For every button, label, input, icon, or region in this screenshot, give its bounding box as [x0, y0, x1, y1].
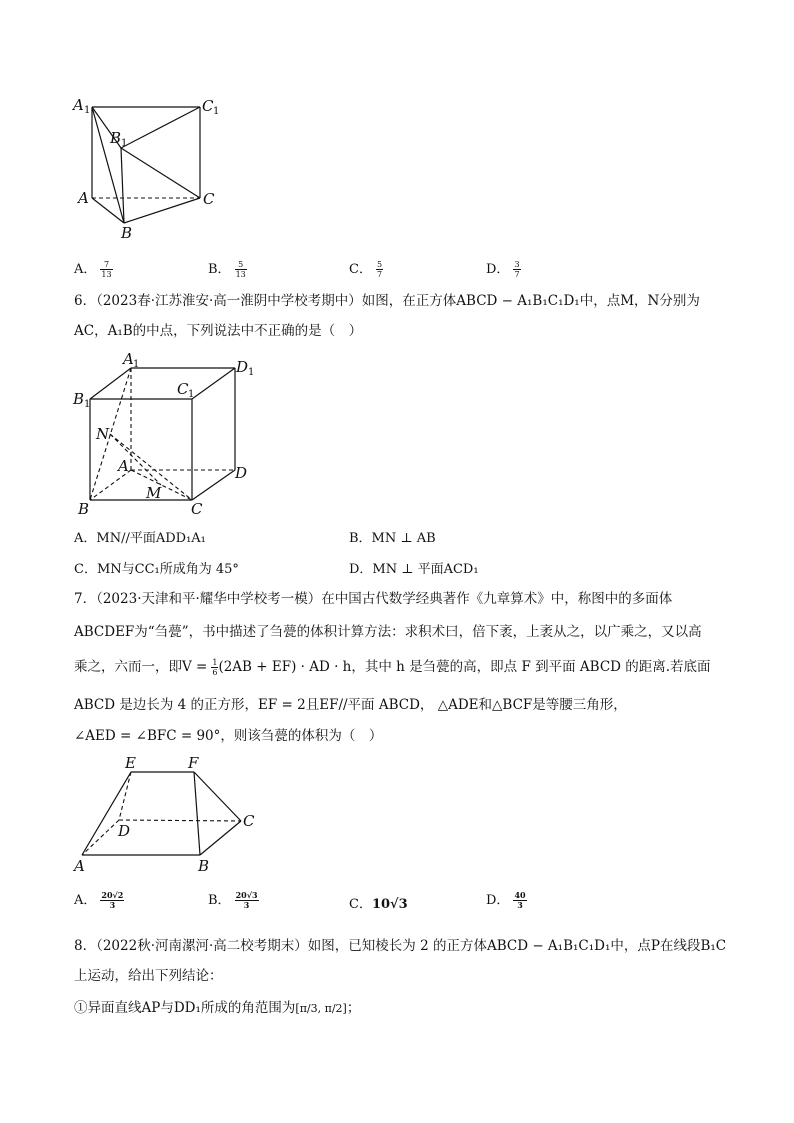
svg-text:1: 1 [84, 105, 91, 116]
svg-text:1: 1 [133, 359, 140, 370]
q5-option-b[interactable]: B． $\frac{5}{13}$ [208, 260, 246, 279]
q7-option-d[interactable]: D． $\frac{40}{3}$ [486, 890, 526, 910]
q6-option-c[interactable]: C．MN与CC₁所成角为 45° [74, 562, 239, 577]
label-C: C [203, 190, 215, 208]
q7-stem-line2: ABCDEF为“刍甍”，书中描述了刍甍的体积计算方法：求积术曰，倍下袤，上袤从之，以广乘之，又以高 [74, 624, 702, 640]
q6-stem-line1: 6．（2023春·江苏淮安·高一淮阴中学校考期中）如图，在正方体ABCD − A₁B₁C₁D₁中，点M，N分别为 [74, 293, 700, 309]
label-C1: C [177, 380, 189, 398]
q6-option-b[interactable]: B．MN ⊥ AB [349, 531, 436, 546]
label-A: A [118, 457, 129, 475]
label-F: F [188, 754, 199, 772]
label-B: B [121, 224, 133, 242]
label-B: B [198, 857, 210, 875]
label-B: B [78, 500, 90, 518]
q6-option-d[interactable]: D．MN ⊥ 平面ACD₁ [349, 562, 479, 577]
label-D: D [235, 464, 248, 482]
svg-text:1: 1 [84, 399, 91, 410]
q7-option-a[interactable]: A． $\frac{20√2}{3}$ [74, 890, 124, 910]
q7-stem-line4: ABCD 是边长为 4 的正方形，EF = 2且EF//平面 ABCD， △ADE和△BCF是等腰三角形， [74, 697, 627, 713]
q6-option-a[interactable]: A．MN//平面ADD₁A₁ [74, 531, 206, 546]
q8-statement-1: ①异面直线AP与DD₁所成的角范围为[π/3, π/2]； [74, 1000, 361, 1016]
q5-option-c[interactable]: C． $\frac{5}{7}$ [349, 260, 383, 279]
chumeng-figure [70, 752, 270, 877]
cube-figure [70, 350, 270, 520]
q5-option-d[interactable]: D． $\frac{3}{7}$ [486, 260, 520, 279]
label-A: A [74, 857, 85, 875]
q6-stem-line2: AC，A₁B的中点，下列说法中不正确的是（ ） [74, 323, 363, 339]
q7-stem-line3: 乘之，六而一，即V = $\frac{1}{6}$ (2AB + EF) · AD · h，其中 h 是刍甍的高，即点 F 到平面 ABCD 的距离.若底面 [74, 658, 711, 677]
q7-stem-line5: ∠AED = ∠BFC = 90°，则该刍甍的体积为（ ） [74, 728, 383, 744]
svg-text:1: 1 [188, 389, 195, 400]
prism-figure [70, 95, 230, 245]
svg-text:1: 1 [248, 367, 255, 378]
q8-stem-line1: 8．（2022秋·河南漯河·高二校考期末）如图，已知棱长为 2 的正方体ABCD − A₁B₁C₁D₁中，点P在线段B₁C [74, 938, 727, 954]
label-M: M [146, 484, 162, 502]
label-N: N [96, 425, 110, 443]
label-E: E [125, 754, 136, 772]
svg-text:1: 1 [213, 106, 220, 117]
label-C: C [191, 500, 203, 518]
q7-option-c[interactable]: C．10√3 [349, 897, 408, 912]
label-B1: B [73, 390, 85, 408]
label-C1: C [202, 97, 214, 115]
label-B1: B [110, 129, 122, 147]
q5-option-a[interactable]: A． $\frac{7}{13}$ [74, 260, 112, 279]
q7-stem-line1: 7．（2023·天津和平·耀华中学校考一模）在中国古代数学经典著作《九章算术》中，称图中的多面体 [74, 591, 673, 607]
label-C: C [243, 812, 255, 830]
q7-option-b[interactable]: B． $\frac{20√3}{3}$ [208, 890, 258, 910]
label-A: A [78, 189, 89, 207]
label-D1: D [236, 358, 249, 376]
label-D: D [118, 822, 131, 840]
q8-stem-line2: 上运动，给出下列结论： [74, 968, 223, 984]
angle-range: [π/3, π/2] [295, 1002, 347, 1015]
label-A1: A [73, 96, 84, 114]
svg-text:1: 1 [121, 138, 128, 149]
label-A1: A [123, 350, 134, 368]
